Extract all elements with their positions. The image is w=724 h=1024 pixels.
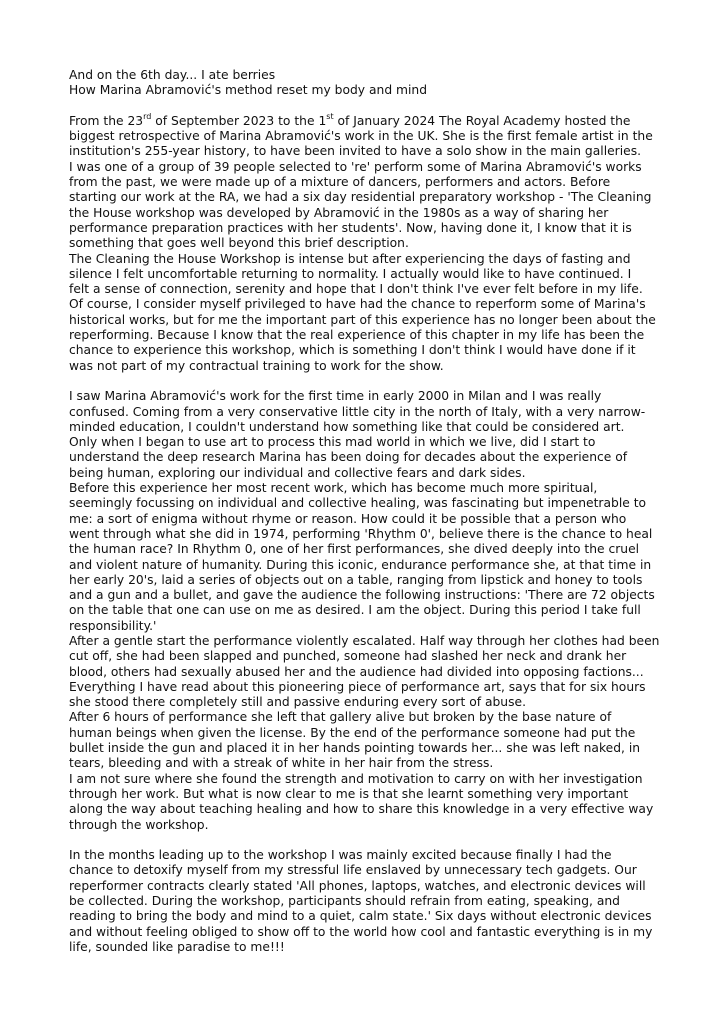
text-line: responsibility.' [69, 618, 157, 633]
text-line: I was one of a group of 39 people selected to 're' perform some of Marina Abramović's works [69, 159, 642, 174]
text-line: Of course, I consider myself privileged to have had the chance to reperform some of Marina's [69, 297, 646, 312]
text-line: I am not sure where she found the strength and motivation to carry on with her investigation [69, 771, 643, 786]
text-line: and a gun and a bullet, and gave the audience the following instructions: 'There are 72 objects [69, 588, 655, 603]
text-line: understand the deep research Marina has been doing for decades about the experience of [69, 450, 628, 465]
intro-text: From the 23 [69, 113, 144, 128]
text-line: silence I felt uncomfortable returning to normality. I actually would like to have continued. I [69, 266, 632, 281]
paragraph-gap [69, 374, 669, 389]
text-line: from the past, we were made up of a mixture of dancers, performers and actors. Before [69, 175, 611, 190]
text-line: cut off, she had been slapped and punched, someone had slashed her neck and drank her [69, 649, 627, 664]
text-line: Before this experience her most recent work, which has become much more spiritual, [69, 481, 598, 496]
text-line: and violent nature of humanity. During this iconic, endurance performance she, at that time in [69, 557, 652, 572]
text-line: biggest retrospective of Marina Abramović's work in the UK. She is the first female artist in the [69, 129, 653, 144]
text-line: institution's 255-year history, to have been invited to have a solo show in the main galleries. [69, 144, 642, 159]
text-line: through her work. But what is now clear to me is that she learnt something very important [69, 786, 629, 801]
text-line: through the workshop. [69, 817, 209, 832]
text-line: Everything I have read about this pioneering piece of performance art, says that for six hours [69, 679, 646, 694]
text-line: along the way about teaching healing and how to share this knowledge in a very effective way [69, 802, 654, 817]
text-line: human beings when given the license. By the end of the performance someone had put the [69, 725, 636, 740]
text-line: tears, bleeding and with a streak of white in her hair from the stress. [69, 756, 494, 771]
text-line: seemingly focussing on individual and collective healing, was fascinating but impenetrable to [69, 496, 647, 511]
text-line: reading to bring the body and mind to a quiet, calm state.' Six days without electronic devices [69, 909, 652, 924]
ordinal-suffix: st [326, 111, 334, 121]
text-line: After a gentle start the performance violently escalated. Half way through her clothes had been [69, 633, 660, 648]
text-line: blood, others had sexually abused her and the audience had divided into opposing factions... [69, 664, 644, 679]
intro-text: of September 2023 to the 1 [151, 113, 327, 128]
document-page [69, 68, 669, 955]
text-line: and without feeling obliged to show off to the world how cool and fantastic everything is in my [69, 924, 653, 939]
text-line: be collected. During the workshop, participants should refrain from eating, speaking, and [69, 894, 620, 909]
ordinal-suffix: rd [143, 111, 152, 121]
text-line: historical works, but for me the important part of this experience has no longer been about the [69, 312, 656, 327]
paragraph-gap [69, 833, 669, 848]
text-line: the House workshop was developed by Abramović in the 1980s as a way of sharing her [69, 205, 609, 220]
intro-text: of January 2024 The Royal Academy hosted the [333, 113, 631, 128]
text-line: me: a sort of enigma without rhyme or reason. How could it be possible that a person who [69, 511, 627, 526]
text-line: her early 20's, laid a series of objects out on a table, ranging from lipstick and honey to tools [69, 572, 643, 587]
text-line: In the months leading up to the workshop I was mainly excited because finally I had the [69, 848, 612, 863]
title-line: And on the 6th day... I ate berries [69, 68, 276, 82]
text-line: was not part of my contractual training to work for the show. [69, 358, 444, 373]
text-line: reperforming. Because I know that the real experience of this chapter in my life has been the [69, 328, 645, 343]
text-line: bullet inside the gun and placed it in her hands pointing towards her... she was left naked, in [69, 741, 641, 756]
text-line: performance preparation practices with her students'. Now, having done it, I know that it is [69, 220, 632, 235]
subtitle-line: How Marina Abramović's method reset my body and mind [69, 83, 428, 98]
text-line: something that goes well beyond this brief description. [69, 236, 409, 251]
text-line: The Cleaning the House Workshop is intense but after experiencing the days of fasting and [69, 251, 631, 266]
body-text [69, 129, 669, 955]
text-line: After 6 hours of performance she left that gallery alive but broken by the base nature of [69, 710, 612, 725]
text-line: Only when I began to use art to process this mad world in which we live, did I start to [69, 435, 596, 450]
text-line: confused. Coming from a very conservative little city in the north of Italy, with a very narrow- [69, 404, 646, 419]
text-line: I saw Marina Abramović's work for the first time in early 2000 in Milan and I was really [69, 389, 602, 404]
text-line: minded education, I couldn't understand how something like that could be considered art. [69, 419, 625, 434]
text-line: life, sounded like paradise to me!!! [69, 939, 285, 954]
paragraph-gap [69, 99, 669, 114]
text-line: the human race? In Rhythm 0, one of her first performances, she dived deeply into the cruel [69, 542, 640, 557]
text-line: she stood there completely still and passive enduring every sort of abuse. [69, 695, 526, 710]
text-line: chance to experience this workshop, which is something I don't think I would have done if it [69, 343, 636, 358]
text-line: felt a sense of connection, serenity and hope that I don't think I've ever felt before in my life. [69, 282, 643, 297]
text-line: being human, exploring our individual and collective fears and dark sides. [69, 465, 526, 480]
intro-line [69, 111, 669, 129]
text-line: starting our work at the RA, we had a six day residential preparatory workshop - 'The Cleaning [69, 190, 652, 205]
text-line: chance to detoxify myself from my stressful life enslaved by unnecessary tech gadgets. Our [69, 863, 637, 878]
text-line: on the table that one can use on me as desired. I am the object. During this period I take full [69, 603, 641, 618]
text-line: went through what she did in 1974, performing 'Rhythm 0', believe there is the chance to heal [69, 526, 653, 541]
text-line: reperformer contracts clearly stated 'All phones, laptops, watches, and electronic devices will [69, 878, 646, 893]
